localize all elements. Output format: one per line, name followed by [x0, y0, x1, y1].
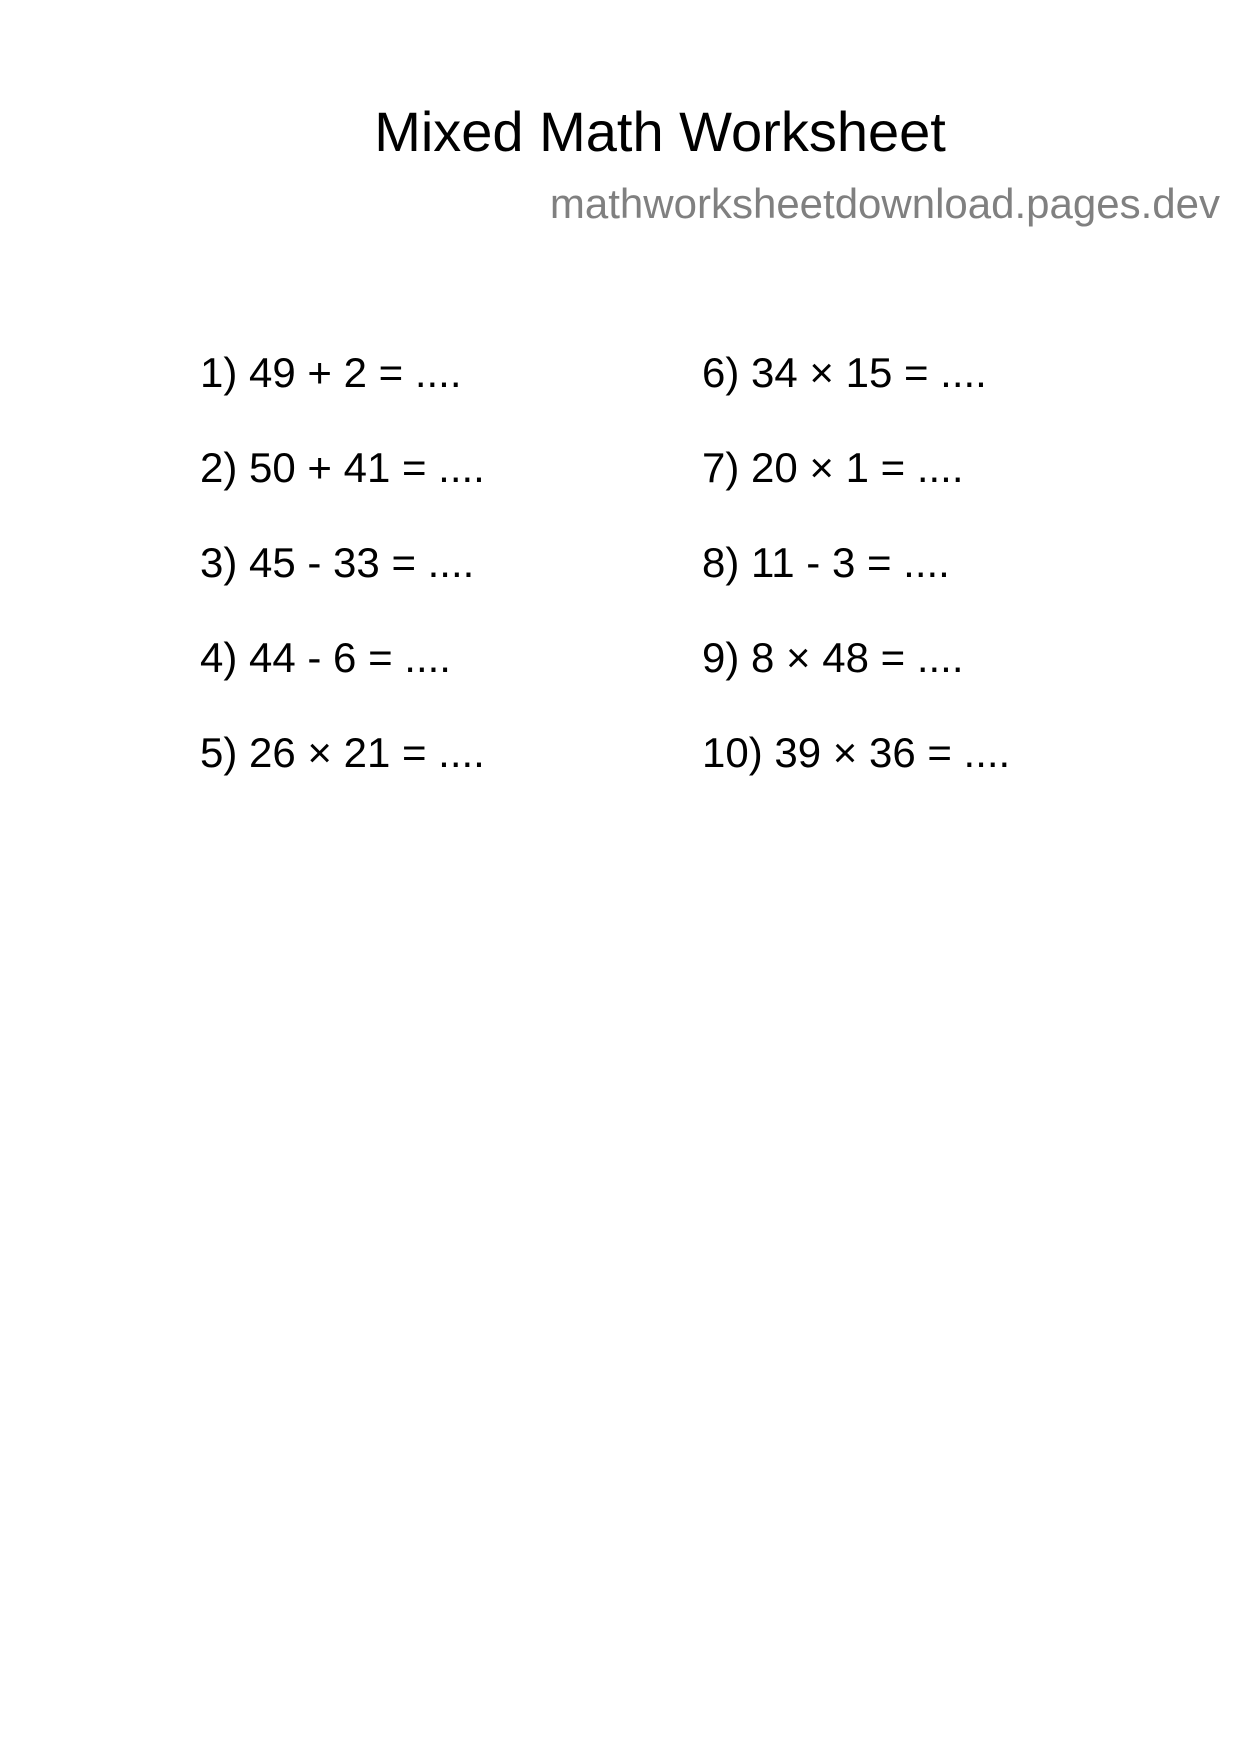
problem-9: 9) 8 × 48 = ....: [702, 634, 964, 681]
problem-4: 4) 44 - 6 = ....: [200, 634, 451, 681]
problem-10: 10) 39 × 36 = ....: [702, 729, 1011, 776]
problem-8: 8) 11 - 3 = ....: [702, 539, 950, 586]
problem-column-left: [200, 349, 485, 824]
problem-7: 7) 20 × 1 = ....: [702, 444, 964, 491]
problem-6: 6) 34 × 15 = ....: [702, 349, 987, 396]
problem-3: 3) 45 - 33 = ....: [200, 539, 475, 586]
problem-2: 2) 50 + 41 = ....: [200, 444, 485, 491]
problem-column-right: [702, 349, 1010, 824]
problem-5: 5) 26 × 21 = ....: [200, 729, 485, 776]
problem-1: 1) 49 + 2 = ....: [200, 349, 462, 396]
worksheet-title: Mixed Math Worksheet: [374, 100, 946, 163]
source-url: mathworksheetdownload.pages.dev: [549, 180, 1220, 227]
